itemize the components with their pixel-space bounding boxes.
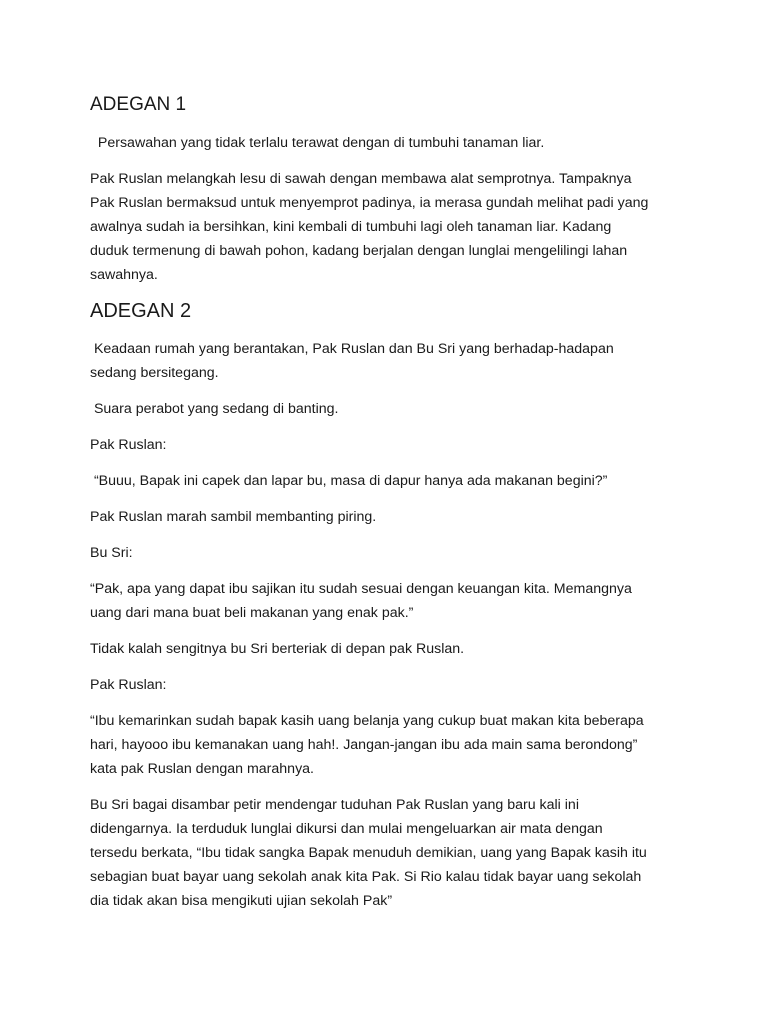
scene2-sound: Suara perabot yang sedang di banting. <box>90 401 339 417</box>
scene2-setting <box>90 337 690 385</box>
narration-line: Pak Ruslan bermaksud untuk menyemprot padinya, ia merasa gundah melihat padi yang <box>90 195 649 211</box>
scene2-narration <box>90 793 690 913</box>
dialogue-text: hari, hayooo ibu kemanakan uang hah!. Jangan-jangan ibu ada main sama berondong” <box>90 737 638 753</box>
dialogue-line: “Buuu, Bapak ini capek dan lapar bu, masa di dapur hanya ada makanan begini?” <box>90 473 608 489</box>
narration-line: duduk termenung di bawah pohon, kadang berjalan dengan lunglai mengelilingi lahan <box>90 243 628 259</box>
dialogue-text: uang dari mana buat beli makanan yang enak pak.” <box>90 605 414 621</box>
narration-line: dia tidak akan bisa mengikuti ujian sekolah Pak” <box>90 893 393 909</box>
document-page <box>90 93 690 925</box>
stage-direction: Tidak kalah sengitnya bu Sri berteriak di depan pak Ruslan. <box>90 641 465 657</box>
narration-line: tersedu berkata, “Ibu tidak sangka Bapak menuduh demikian, uang yang Bapak kasih itu <box>90 845 647 861</box>
dialogue-text: “Ibu kemarinkan sudah bapak kasih uang belanja yang cukup buat makan kita beberapa <box>90 713 644 729</box>
setting-line: Keadaan rumah yang berantakan, Pak Ruslan dan Bu Sri yang berhadap-hadapan <box>90 341 614 357</box>
scene1-narration <box>90 167 690 287</box>
scene2-title: ADEGAN 2 <box>90 300 192 322</box>
narration-line: awalnya sudah ia bersihkan, kini kembali di tumbuhi lagi oleh tanaman liar. Kadang <box>90 219 612 235</box>
dialogue-text: kata pak Ruslan dengan marahnya. <box>90 761 314 777</box>
speaker-pak-ruslan: Pak Ruslan: <box>90 437 167 453</box>
stage-direction: Pak Ruslan marah sambil membanting piring. <box>90 509 377 525</box>
narration-line: didengarnya. Ia terduduk lunglai dikursi dan mulai mengeluarkan air mata dengan <box>90 821 603 837</box>
narration-line: Pak Ruslan melangkah lesu di sawah dengan membawa alat semprotnya. Tampaknya <box>90 171 632 187</box>
dialogue-text: “Pak, apa yang dapat ibu sajikan itu sudah sesuai dengan keuangan kita. Memangnya <box>90 581 632 597</box>
narration-line: sawahnya. <box>90 267 158 283</box>
dialogue-line <box>90 709 690 781</box>
speaker-bu-sri: Bu Sri: <box>90 545 133 561</box>
scene1-title: ADEGAN 1 <box>90 94 187 115</box>
setting-line: sedang bersitegang. <box>90 365 219 381</box>
dialogue-line <box>90 577 690 625</box>
scene1-setting: Persawahan yang tidak terlalu terawat dengan di tumbuhi tanaman liar. <box>90 135 545 151</box>
narration-line: sebagian buat bayar uang sekolah anak kita Pak. Si Rio kalau tidak bayar uang sekolah <box>90 869 642 885</box>
narration-line: Bu Sri bagai disambar petir mendengar tuduhan Pak Ruslan yang baru kali ini <box>90 797 579 813</box>
speaker-pak-ruslan: Pak Ruslan: <box>90 677 167 693</box>
